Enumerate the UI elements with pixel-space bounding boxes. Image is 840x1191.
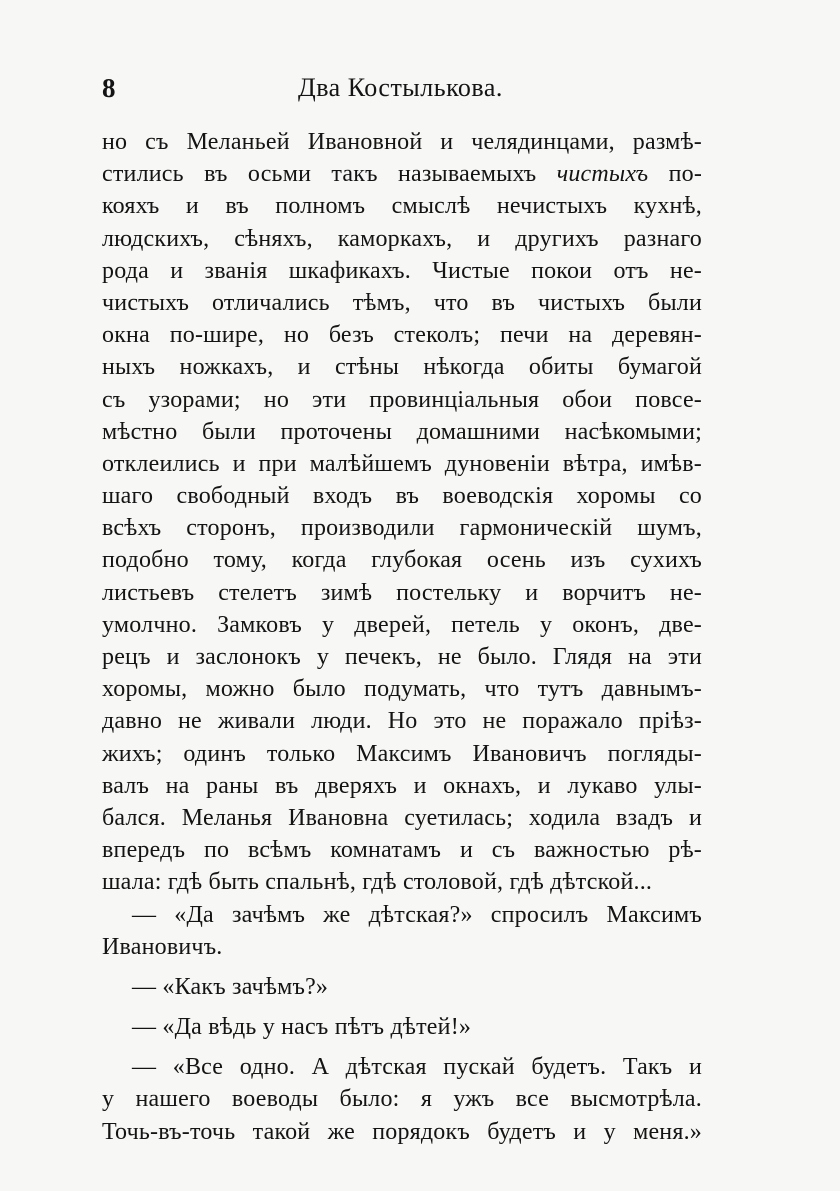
dialogue-line: — «Все одно. А дѣтская пускай будетъ. Такъ и: [132, 1054, 702, 1081]
dialogue-line: — «Да вѣдь у насъ пѣтъ дѣтей!»: [132, 1014, 472, 1041]
dialogue-line: — «Да зачѣмъ же дѣтская?» спросилъ Максимъ: [132, 901, 702, 928]
text-line: шаго свободный входъ въ воеводскія хоромы со: [102, 483, 702, 510]
text-line: рецъ и заслонокъ у печекъ, не было. Глядя на эти: [102, 644, 702, 670]
text-line: но съ Меланьей Ивановной и челядинцами, размѣ-: [102, 129, 702, 155]
text-line: жихъ; одинъ только Максимъ Ивановичъ погляды-: [102, 740, 702, 767]
text-span: по-: [668, 161, 703, 188]
text-line: валъ на раны въ дверяхъ и окнахъ, и лукаво улы-: [102, 772, 702, 799]
text-span: стились въ осьми такъ называемыхъ: [102, 161, 537, 188]
text-line: шала: гдѣ быть спальнѣ, гдѣ столовой, гдѣ дѣтской...: [102, 869, 653, 896]
text-line: рода и званія шкафикахъ. Чистые покои отъ не-: [102, 257, 702, 284]
text-line: Ивановичъ.: [102, 933, 223, 960]
text-line: чистыхъ отличались тѣмъ, что въ чистыхъ были: [102, 289, 702, 316]
body-text: [102, 126, 702, 1148]
dialogue-line: — «Какъ зачѣмъ?»: [132, 973, 329, 1000]
text-line: [102, 158, 702, 190]
text-line: бался. Меланья Ивановна суетилась; ходила взадъ и: [102, 804, 702, 831]
text-line: ныхъ ножкахъ, и стѣны нѣкогда обиты бумагой: [102, 354, 702, 381]
text-line: Точь-въ-точь такой же порядокъ будетъ и у меня.»: [102, 1118, 702, 1145]
text-line: хоромы, можно было подумать, что тутъ давнымъ-: [102, 676, 702, 703]
page-header: [102, 68, 702, 108]
text-line: листьевъ стелетъ зимѣ постельку и ворчитъ не-: [102, 579, 702, 606]
running-title: Два Костылькова.: [298, 73, 503, 102]
text-line: съ узорами; но эти провинціальныя обои повсе-: [102, 386, 702, 413]
text-line: умолчно. Замковъ у дверей, петель у оконъ, две-: [102, 611, 702, 638]
italic-word: чистыхъ: [556, 161, 649, 188]
text-line: подобно тому, когда глубокая осень изъ сухихъ: [102, 547, 702, 574]
text-line: окна по-шире, но безъ стеколъ; печи на деревян-: [102, 322, 702, 349]
text-line: впередъ по всѣмъ комнатамъ и съ важностью рѣ-: [102, 837, 702, 864]
text-line: у нашего воеводы было: я ужъ все высмотрѣла.: [102, 1086, 702, 1113]
text-line: кояхъ и въ полномъ смыслѣ нечистыхъ кухнѣ,: [102, 193, 702, 220]
text-line: давно не живали люди. Но это не поражало пріѣз-: [102, 708, 702, 735]
page-number: 8: [102, 73, 116, 103]
text-line: людскихъ, сѣняхъ, каморкахъ, и другихъ разнаго: [102, 225, 702, 252]
text-line: отклеились и при малѣйшемъ дуновеніи вѣтра, имѣв-: [102, 450, 702, 477]
text-line: мѣстно были проточены домашними насѣкомыми;: [102, 418, 702, 445]
text-line: всѣхъ сторонъ, производили гармоническій шумъ,: [102, 515, 702, 542]
